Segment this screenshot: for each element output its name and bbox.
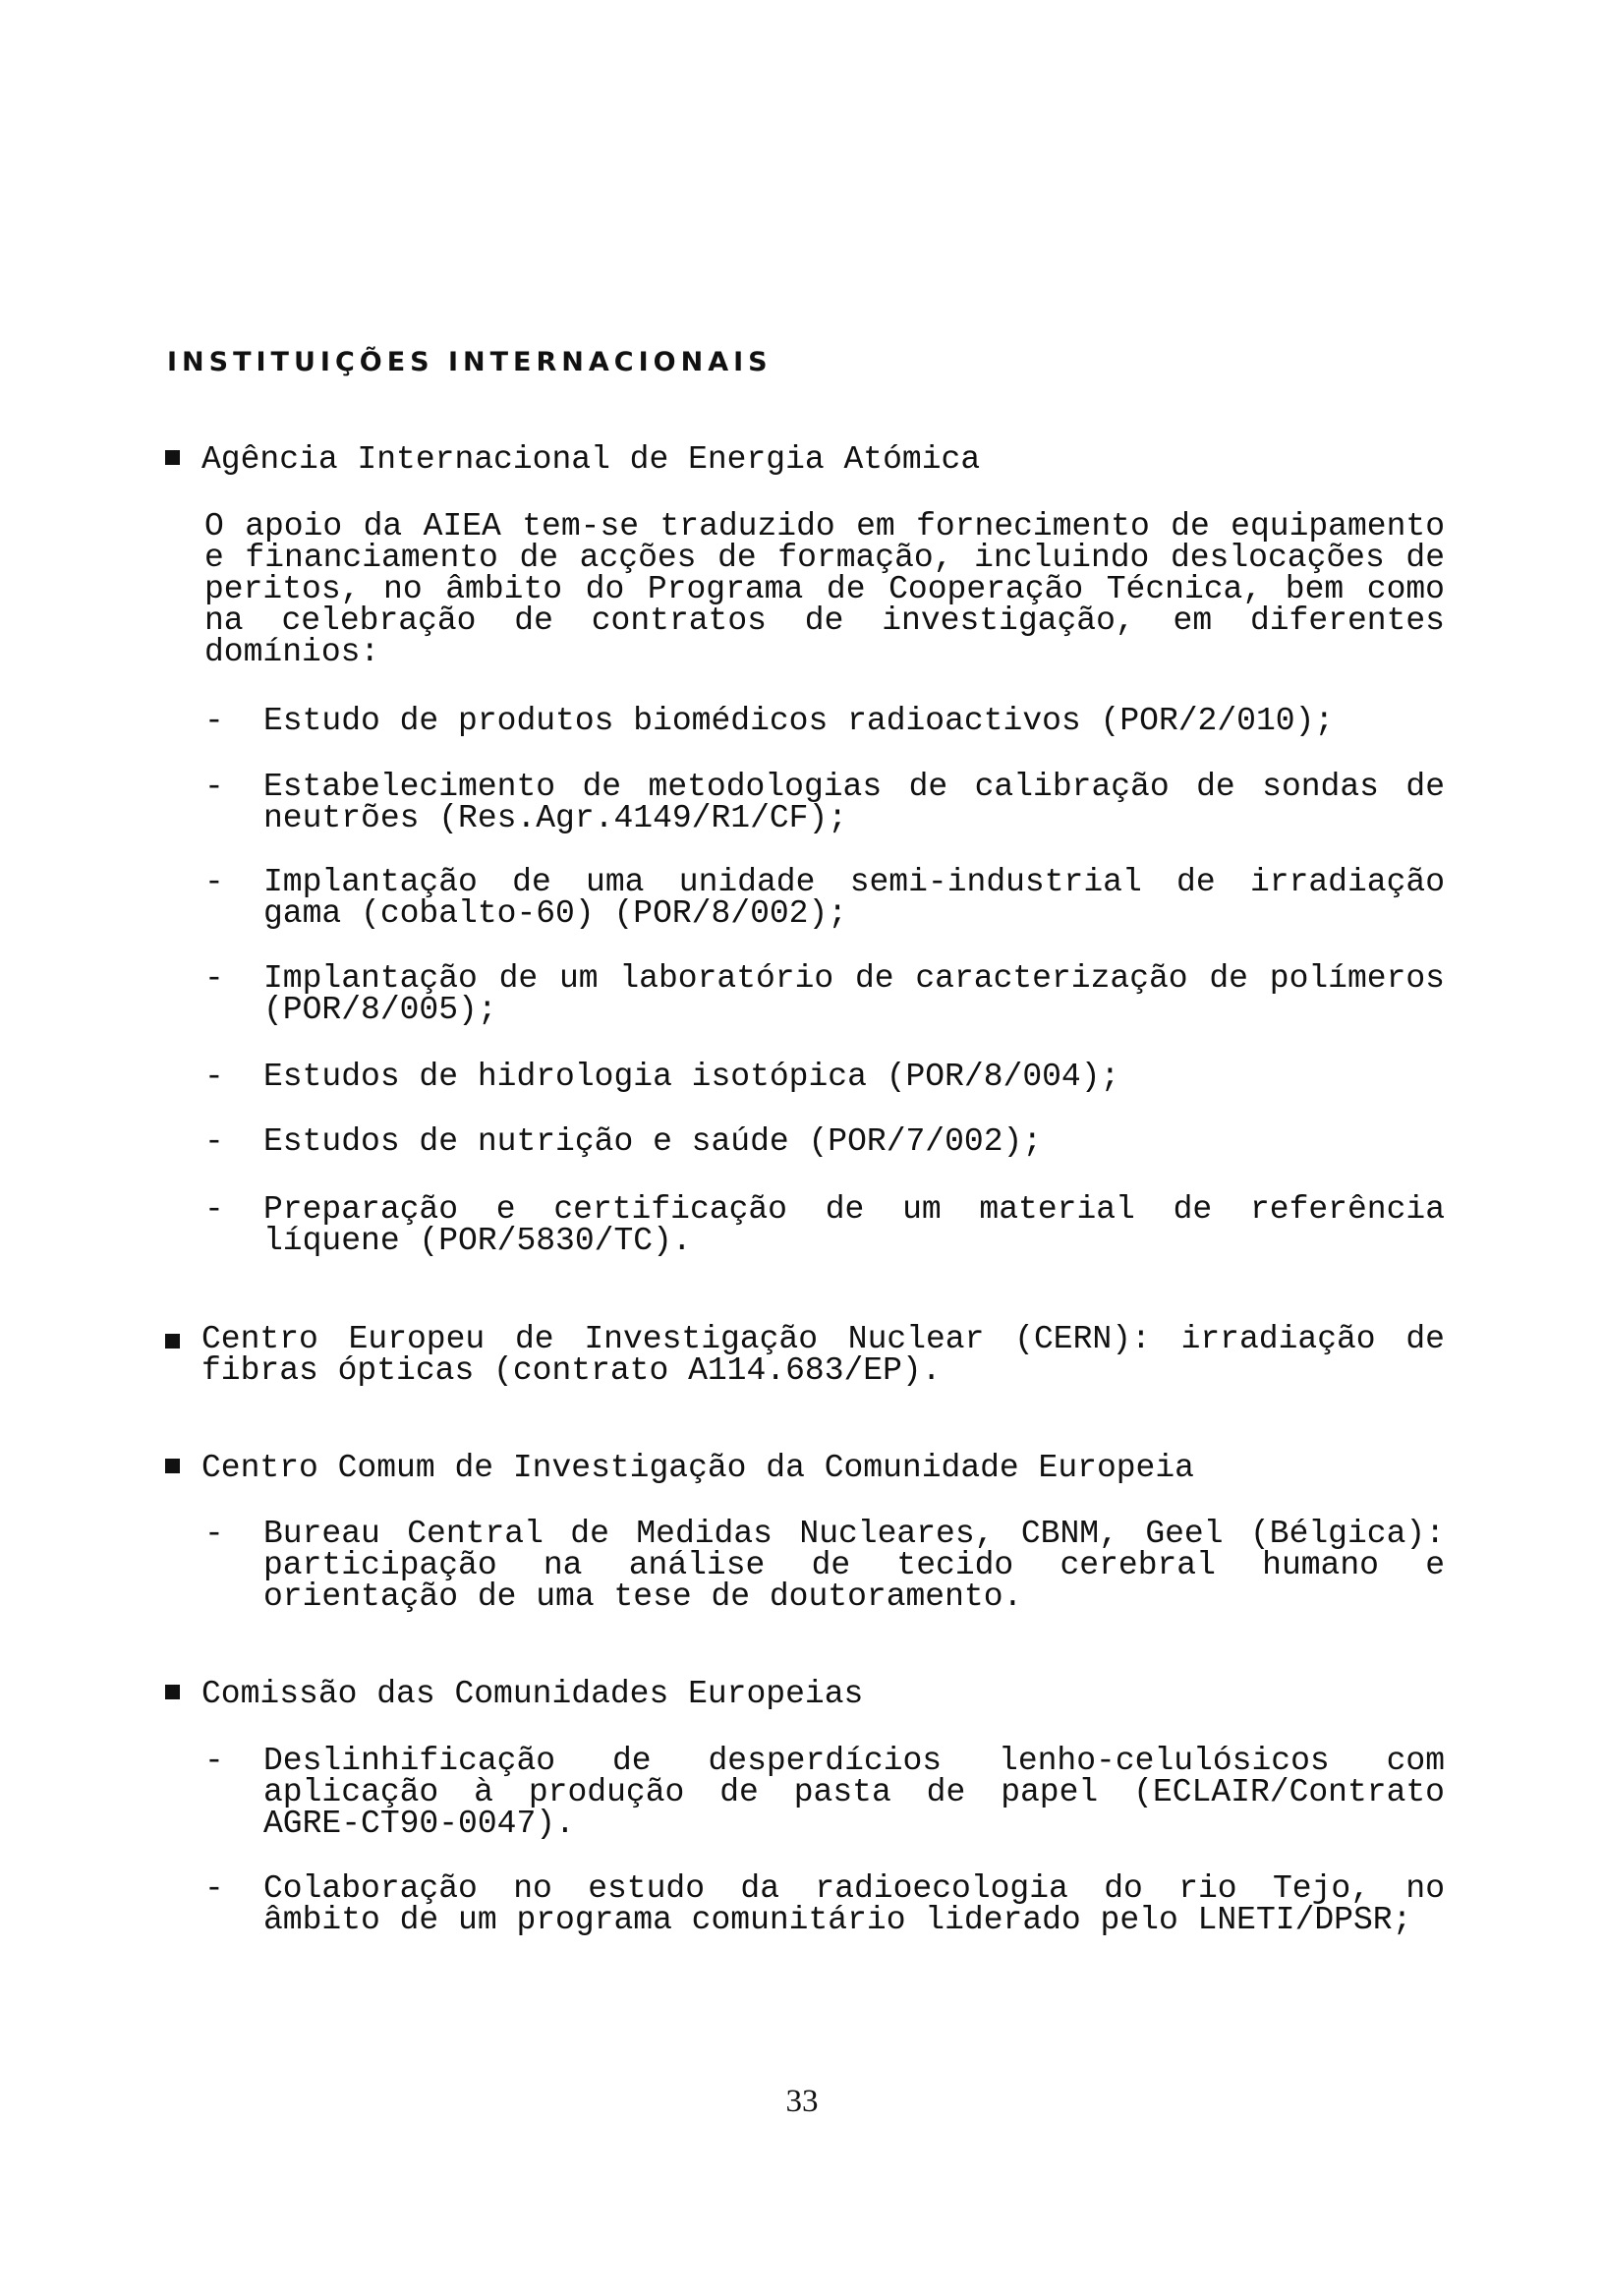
list-item bbox=[204, 769, 1445, 836]
list-item bbox=[204, 1870, 1445, 1938]
section-cce-title bbox=[165, 1676, 864, 1712]
list-item-text: Estudos de nutrição e saúde (POR/7/002); bbox=[263, 1123, 1043, 1160]
list-dash: - bbox=[204, 1516, 224, 1552]
list-item-text: Deslinhificação de desperdícios lenho-celulósicos com aplicação à produção de pasta de papel (ECLAIR/Contrato AGRE-CT90-0047). bbox=[263, 1743, 1445, 1842]
list-item bbox=[204, 1516, 1445, 1615]
list-dash: - bbox=[204, 1870, 224, 1907]
list-dash: - bbox=[204, 960, 224, 997]
list-item bbox=[204, 960, 1445, 1028]
list-item-text: Estabelecimento de metodologias de calibração de sondas de neutrões (Res.Agr.4149/R1/CF); bbox=[263, 769, 1445, 836]
section-aiea-title bbox=[165, 441, 981, 478]
list-item-text: Implantação de uma unidade semi-industrial de irradiação gama (cobalto-60) (POR/8/002); bbox=[263, 864, 1445, 932]
list-dash: - bbox=[204, 1191, 224, 1228]
section-title-text: Comissão das Comunidades Europeias bbox=[201, 1676, 864, 1712]
list-item bbox=[204, 1123, 1445, 1160]
page-number: 33 bbox=[785, 2084, 819, 2119]
list-item bbox=[204, 1059, 1445, 1095]
list-dash: - bbox=[204, 1059, 224, 1095]
list-item-text: Bureau Central de Medidas Nucleares, CBNM, Geel (Bélgica): participação na análise de tecido cerebral humano e orientação de uma tese de doutoramento. bbox=[263, 1516, 1445, 1615]
list-item-text: Preparação e certificação de um material de referência líquene (POR/5830/TC). bbox=[263, 1191, 1445, 1259]
list-dash: - bbox=[204, 703, 224, 739]
list-item bbox=[204, 864, 1445, 932]
section-heading: INSTITUIÇÕES INTERNACIONAIS bbox=[167, 347, 773, 377]
list-item-text: Colaboração no estudo da radioecologia do rio Tejo, no âmbito de um programa comunitário liderado pelo LNETI/DPSR; bbox=[263, 1870, 1445, 1938]
section-title-text: Agência Internacional de Energia Atómica bbox=[201, 441, 981, 478]
section-title-text: Centro Europeu de Investigação Nuclear (CERN): irradiação de fibras ópticas (contrato A114.683/EP). bbox=[201, 1321, 1445, 1389]
section-title-text: Centro Comum de Investigação da Comunidade Europeia bbox=[201, 1450, 1194, 1486]
list-dash: - bbox=[204, 769, 224, 805]
square-bullet-icon bbox=[165, 450, 180, 465]
list-dash: - bbox=[204, 864, 224, 900]
list-item-text: Implantação de um laboratório de caracterização de polímeros (POR/8/005); bbox=[263, 960, 1445, 1028]
aiea-intro-paragraph: O apoio da AIEA tem-se traduzido em fornecimento de equipamento e financiamento de acções de formação, incluindo deslocações de peritos, no âmbito do Programa de Cooperação Técnica, bem como na celebração de contratos de investigação, em diferentes domínios: bbox=[204, 508, 1445, 670]
square-bullet-icon bbox=[165, 1459, 180, 1473]
list-item bbox=[204, 1743, 1445, 1842]
list-dash: - bbox=[204, 1123, 224, 1160]
list-item bbox=[204, 703, 1445, 739]
list-item bbox=[204, 1191, 1445, 1259]
section-cern bbox=[165, 1321, 1445, 1389]
list-item-text: Estudo de produtos biomédicos radioactivos (POR/2/010); bbox=[263, 703, 1335, 739]
section-jrc-title bbox=[165, 1450, 1194, 1486]
list-item-text: Estudos de hidrologia isotópica (POR/8/004); bbox=[263, 1059, 1120, 1095]
square-bullet-icon bbox=[165, 1685, 180, 1699]
square-bullet-icon bbox=[165, 1334, 180, 1349]
list-dash: - bbox=[204, 1743, 224, 1779]
